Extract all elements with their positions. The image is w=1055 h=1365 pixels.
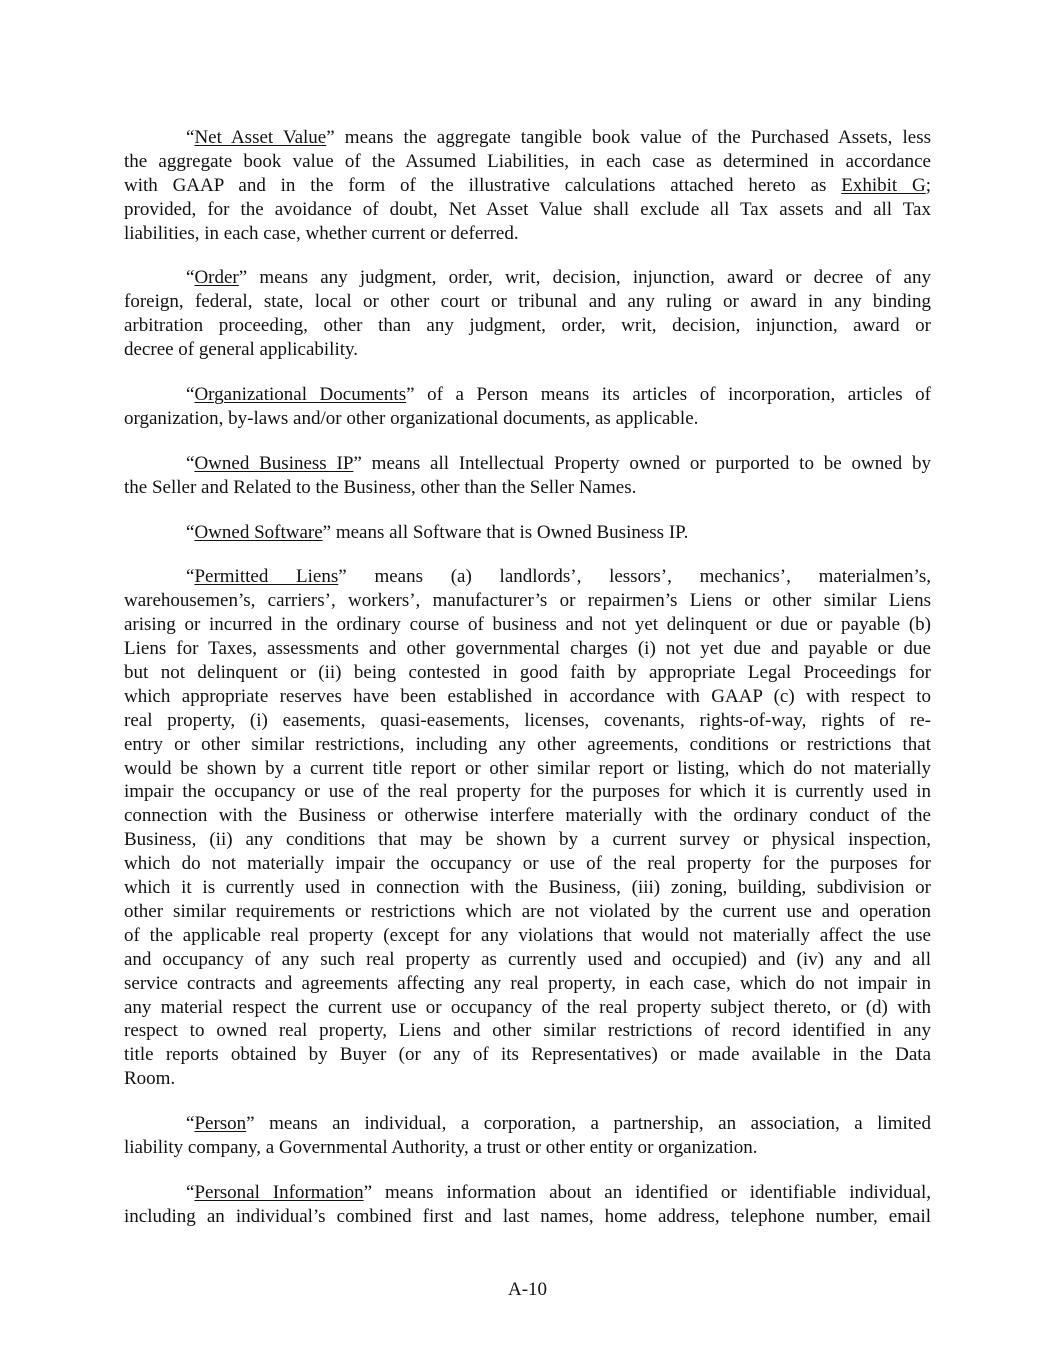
definition-owned-software: [124, 521, 931, 545]
text-line: [124, 996, 931, 1020]
text-segment: connection with the Business or otherwise interfere materially with the ordinary conduct of the: [124, 805, 931, 827]
text-segment: “: [186, 1113, 195, 1135]
text-segment: “: [186, 566, 195, 588]
text-line: [124, 150, 931, 174]
text-line: [124, 948, 931, 972]
text-line: [124, 900, 931, 924]
text-segment: “: [186, 267, 195, 289]
text-segment: “: [186, 521, 195, 543]
defined-term: Personal Information: [194, 1181, 364, 1203]
text-segment: decree of general applicability.: [124, 339, 359, 361]
text-line: [124, 1136, 931, 1160]
text-segment: respect to owned real property, Liens and other similar restrictions of record identified in any: [124, 1020, 931, 1042]
definition-personal-information: [124, 1181, 931, 1229]
text-line: [124, 1043, 931, 1067]
text-segment: Business, (ii) any conditions that may be shown by a current survey or physical inspection,: [124, 829, 931, 851]
text-line: [124, 521, 931, 545]
text-segment: “: [186, 384, 195, 406]
document-body: [124, 126, 931, 1250]
text-line: [124, 476, 931, 500]
defined-term: Owned Business IP: [194, 452, 354, 474]
text-line: [124, 709, 931, 733]
text-segment: “: [186, 452, 195, 474]
text-segment: liability company, a Governmental Authority, a trust or other entity or organization.: [124, 1136, 758, 1158]
text-segment: the Seller and Related to the Business, other than the Seller Names.: [124, 476, 637, 498]
text-segment: ” means an individual, a corporation, a partnership, an association, a limited: [246, 1113, 931, 1135]
text-line: [124, 757, 931, 781]
text-line: [124, 338, 931, 362]
text-segment: any material respect the current use or occupancy of the real property subject thereto, or (d) with: [124, 996, 931, 1018]
text-line: [124, 565, 931, 589]
definition-permitted-liens: [124, 565, 931, 1091]
text-line: [124, 780, 931, 804]
text-line: [124, 1067, 931, 1091]
text-segment: with GAAP and in the form of the illustrative calculations attached hereto as: [124, 174, 842, 196]
text-segment: including an individual’s combined first and last names, home address, telephone number, email: [124, 1205, 931, 1227]
text-line: [124, 613, 931, 637]
text-segment: organization, by-laws and/or other organizational documents, as applicable.: [124, 407, 699, 429]
text-segment: of the applicable real property (except for any violations that would not materially affect the use: [124, 924, 931, 946]
text-line: [124, 661, 931, 685]
definition-organizational-documents: [124, 383, 931, 431]
defined-term: Person: [194, 1113, 247, 1135]
text-segment: which it is currently used in connection with the Business, (iii) zoning, building, subdivision or: [124, 877, 931, 899]
text-segment: Room.: [124, 1068, 176, 1090]
text-segment: ” means information about an identified or identifiable individual,: [363, 1181, 931, 1203]
text-segment: the aggregate book value of the Assumed Liabilities, in each case as determined in accordance: [124, 150, 931, 172]
text-line: [124, 266, 931, 290]
text-line: [124, 407, 931, 431]
text-segment: liabilities, in each case, whether current or deferred.: [124, 222, 519, 244]
text-segment: real property, (i) easements, quasi-easements, licenses, covenants, rights-of-way, rights of re-: [124, 709, 931, 731]
text-line: [124, 222, 931, 246]
text-line: [124, 876, 931, 900]
text-segment: ” means the aggregate tangible book value of the Purchased Assets, less: [326, 127, 931, 148]
text-segment: arising or incurred in the ordinary course of business and not yet delinquent or due or payable (b): [124, 614, 931, 636]
text-segment: arbitration proceeding, other than any judgment, order, writ, decision, injunction, award or: [124, 315, 931, 337]
text-segment: which appropriate reserves have been established in accordance with GAAP (c) with respect to: [124, 685, 931, 707]
text-line: [124, 589, 931, 613]
text-line: [124, 174, 931, 198]
text-line: [124, 733, 931, 757]
text-segment: ” means all Software that is Owned Business IP.: [322, 521, 689, 543]
defined-term: Owned Software: [194, 521, 323, 543]
text-segment: entry or other similar restrictions, including any other agreements, conditions or restrictions that: [124, 733, 931, 755]
definition-owned-business-ip: [124, 452, 931, 500]
text-segment: “: [186, 127, 195, 148]
defined-term: Order: [194, 267, 239, 289]
text-line: [124, 1019, 931, 1043]
defined-term: Permitted Liens: [194, 566, 339, 588]
text-line: [124, 804, 931, 828]
text-line: [124, 924, 931, 948]
text-line: [124, 126, 931, 150]
defined-term: Net Asset Value: [194, 127, 327, 148]
text-line: [124, 852, 931, 876]
text-segment: service contracts and agreements affecting any real property, in each case, which do not impair in: [124, 972, 931, 994]
text-line: [124, 452, 931, 476]
text-line: [124, 1205, 931, 1229]
text-line: [124, 637, 931, 661]
text-line: [124, 1112, 931, 1136]
text-line: [124, 972, 931, 996]
page-number: A-10: [507, 1279, 548, 1300]
text-segment: impair the occupancy or use of the real property for the purposes for which it is currently used in: [124, 781, 931, 803]
text-segment: foreign, federal, state, local or other court or tribunal and any ruling or award in any binding: [124, 291, 931, 313]
text-segment: other similar requirements or restrictions which are not violated by the current use and operation: [124, 900, 931, 922]
defined-term: Exhibit G: [841, 174, 926, 196]
text-segment: would be shown by a current title report or other similar report or listing, which do not materially: [124, 757, 931, 779]
text-segment: ” means (a) landlords’, lessors’, mechanics’, materialmen’s,: [338, 566, 931, 588]
defined-term: Organizational Documents: [194, 384, 407, 406]
text-segment: but not delinquent or (ii) being contested in good faith by appropriate Legal Proceedings for: [124, 662, 931, 684]
text-segment: provided, for the avoidance of doubt, Net Asset Value shall exclude all Tax assets and all Tax: [124, 198, 931, 220]
text-segment: and occupancy of any such real property as currently used and occupied) and (iv) any and all: [124, 948, 931, 970]
text-line: [124, 198, 931, 222]
text-segment: warehousemen’s, carriers’, workers’, manufacturer’s or repairmen’s Liens or other similar Liens: [124, 590, 931, 612]
text-segment: ” means any judgment, order, writ, decision, injunction, award or decree of any: [238, 267, 931, 289]
text-segment: Liens for Taxes, assessments and other governmental charges (i) not yet due and payable or due: [124, 638, 931, 660]
text-line: [124, 314, 931, 338]
text-line: [124, 828, 931, 852]
definition-net-asset-value: [124, 126, 931, 245]
text-line: [124, 1181, 931, 1205]
definition-person: [124, 1112, 931, 1160]
text-segment: which do not materially impair the occupancy or use of the real property for the purposes for: [124, 853, 931, 875]
definition-order: [124, 266, 931, 362]
text-segment: title reports obtained by Buyer (or any of its Representatives) or made available in the Data: [124, 1044, 931, 1066]
text-line: [124, 290, 931, 314]
text-segment: “: [186, 1181, 195, 1203]
text-line: [124, 383, 931, 407]
text-segment: ” of a Person means its articles of incorporation, articles of: [406, 384, 931, 406]
text-segment: ” means all Intellectual Property owned or purported to be owned by: [353, 452, 931, 474]
text-segment: ;: [925, 174, 931, 196]
text-line: [124, 685, 931, 709]
